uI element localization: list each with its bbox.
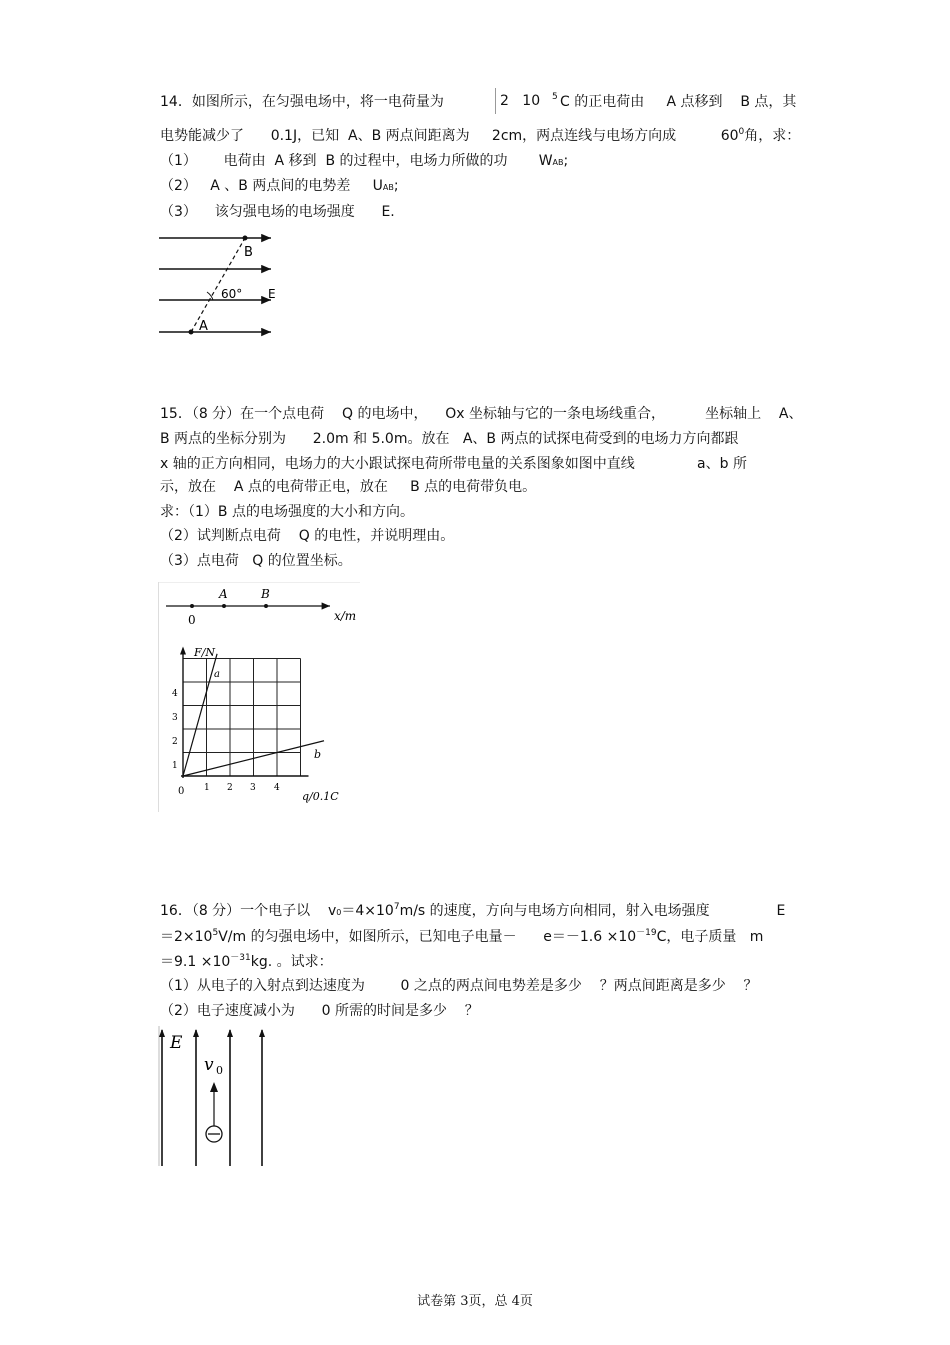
q14-line1 bbox=[160, 93, 444, 111]
y-axis-arrow bbox=[180, 647, 186, 655]
q16-text: ＝2×10 bbox=[160, 929, 213, 945]
ab-dashed-line bbox=[191, 238, 245, 332]
q14-text: C 的正电荷由 bbox=[560, 94, 645, 110]
label-a: A bbox=[199, 319, 208, 334]
q16-text: 7 bbox=[393, 902, 400, 912]
axis-b-label: B bbox=[261, 587, 270, 601]
q16-line5 bbox=[160, 1002, 479, 1020]
y-tick: 1 bbox=[172, 761, 178, 771]
q16-text: e＝－1.6 ×10 bbox=[543, 929, 637, 945]
y-tick: 4 bbox=[172, 689, 178, 699]
field-e-label: E bbox=[170, 1033, 183, 1053]
line-a-label: a bbox=[214, 669, 220, 680]
q14-text: AB bbox=[552, 158, 564, 167]
q14-charge-exp: 5 bbox=[552, 92, 558, 102]
point-a bbox=[189, 330, 194, 335]
q16-text: m bbox=[749, 929, 764, 945]
q15-text: Q 的电性，并说明理由。 bbox=[298, 528, 455, 544]
q14-text: W bbox=[538, 153, 553, 169]
q16-text: C，电子质量 bbox=[656, 929, 737, 945]
label-b: B bbox=[244, 245, 253, 260]
q14-text: A 、B 两点间的电势差 bbox=[210, 178, 351, 194]
q16-text: 5 bbox=[212, 928, 219, 938]
q16-text: ？ bbox=[743, 978, 758, 994]
q14-text: 该匀强电场的电场强度 bbox=[214, 204, 355, 220]
q14-text: B 点，其 bbox=[740, 94, 797, 110]
q14-text: 电势能减少了 bbox=[160, 128, 244, 144]
q14-text: （3） bbox=[160, 204, 197, 220]
q15-text: 15．（8 分）在一个点电荷 bbox=[160, 406, 325, 422]
q15-line1 bbox=[160, 405, 803, 423]
q16-text: 16．（8 分）一个电子以 bbox=[160, 903, 311, 919]
q15-text: （2）试判断点电荷 bbox=[160, 528, 281, 544]
x-unit-label: x/m bbox=[334, 609, 357, 623]
q16-text: （2）电子速度减小为 bbox=[160, 1003, 295, 1019]
q14-text: 14．如图所示，在匀强电场中，将一电荷量为 bbox=[160, 94, 444, 110]
q15-text: A、B 两点的试探电荷受到的电场力方向都跟 bbox=[462, 431, 739, 447]
x-tick: 0 bbox=[178, 786, 185, 797]
q14-text: （2） bbox=[160, 178, 197, 194]
q15-text: B 两点的坐标分别为 bbox=[160, 431, 287, 447]
q14-text: 角，求： bbox=[744, 128, 801, 144]
q14-text: ; bbox=[393, 178, 399, 194]
q14-text: 0 bbox=[738, 127, 745, 137]
q15-text: Q 的电场中， bbox=[341, 406, 428, 422]
f-q-chart bbox=[180, 647, 324, 779]
q15-text: x 轴的正方向相同，电场力的大小跟试探电荷所带电量的关系图象如图中直线 bbox=[160, 456, 635, 472]
q14-line4 bbox=[160, 177, 399, 197]
y-axis-label: F/N bbox=[194, 646, 215, 659]
angle-label: 60° bbox=[221, 287, 243, 301]
q15-text: （3）点电荷 bbox=[160, 553, 239, 569]
q14-text: ; bbox=[563, 153, 569, 169]
q14-text: AB bbox=[382, 183, 394, 192]
q16-figure bbox=[158, 1026, 272, 1166]
q14-text: U bbox=[372, 178, 383, 194]
q15-figure bbox=[158, 582, 360, 812]
line-a bbox=[183, 654, 217, 776]
q15-text: a、b 所 bbox=[697, 456, 747, 472]
q15-text: Ox 坐标轴与它的一条电场线重合， bbox=[445, 406, 666, 422]
q15-text: 2.0m 和 5.0m。放在 bbox=[312, 431, 450, 447]
q14-charge-coef: 2 bbox=[500, 93, 509, 109]
q14-text: A、B 两点间距离为 bbox=[348, 128, 470, 144]
q14-text: E. bbox=[381, 204, 395, 220]
velocity-label: v bbox=[204, 1055, 214, 1075]
q16-line3 bbox=[160, 953, 333, 971]
label-e: E bbox=[268, 287, 276, 301]
q14-text: （1） bbox=[160, 153, 197, 169]
q16-text: m/s 的速度，方向与电场方向相同，射入电场强度 bbox=[399, 903, 710, 919]
q16-text: v bbox=[327, 903, 337, 919]
x-tick: 3 bbox=[250, 783, 256, 793]
q14-line5 bbox=[160, 203, 395, 221]
y-tick: 3 bbox=[172, 713, 178, 723]
q15-text: Q 的位置坐标。 bbox=[252, 553, 352, 569]
q15-line2 bbox=[160, 430, 738, 448]
q15-line5: 求：（1）B 点的电场强度的大小和方向。 bbox=[160, 504, 414, 520]
q15-text: A 点的电荷带正电，放在 bbox=[233, 479, 388, 495]
velocity-sub: 0 bbox=[216, 1064, 223, 1077]
q16-line4 bbox=[160, 977, 758, 995]
q16-line1 bbox=[160, 902, 785, 922]
q16-line2 bbox=[160, 928, 763, 946]
q16-text: 0 bbox=[336, 908, 342, 917]
q16-text: E bbox=[776, 903, 786, 919]
point-b bbox=[264, 604, 268, 608]
q15-text: B 点的电荷带负电。 bbox=[410, 479, 537, 495]
axis-a-label: A bbox=[219, 587, 228, 601]
q15-line7 bbox=[160, 552, 352, 570]
q14-text: A 点移到 bbox=[666, 94, 723, 110]
q14-text: B 的过程中，电场力所做的功 bbox=[325, 153, 508, 169]
q16-text: －19 bbox=[636, 928, 657, 938]
q15-text: A、 bbox=[778, 406, 803, 422]
q16-text: （1）从电子的入射点到达速度为 bbox=[160, 978, 365, 994]
q15-line4 bbox=[160, 478, 536, 496]
x-tick: 2 bbox=[227, 783, 233, 793]
q14-line2 bbox=[160, 127, 800, 145]
x-tick: 1 bbox=[204, 783, 210, 793]
q14-text: 2cm，两点连线与电场方向成 bbox=[491, 128, 677, 144]
q16-text: 0 之点的两点间电势差是多少 bbox=[400, 978, 582, 994]
origin-point bbox=[190, 604, 194, 608]
q15-text: 坐标轴上 bbox=[705, 406, 762, 422]
q16-text: ＝9.1 ×10 bbox=[160, 954, 231, 970]
x-axis-label: q/0.1C bbox=[302, 790, 339, 803]
q14-charge-base: 10 bbox=[522, 93, 541, 109]
point-b bbox=[243, 236, 248, 241]
q15-line3 bbox=[160, 455, 747, 473]
q16-text: kg. 。试求： bbox=[250, 954, 333, 970]
q14-line3 bbox=[160, 152, 568, 172]
x-tick: 4 bbox=[274, 783, 280, 793]
q16-text: －31 bbox=[230, 953, 251, 963]
q16-text: ？ bbox=[464, 1003, 479, 1019]
q15-text: 示，放在 bbox=[160, 479, 216, 495]
q14-field-diagram bbox=[155, 230, 285, 342]
axis-origin-label: 0 bbox=[188, 613, 196, 627]
q14-line1b bbox=[560, 93, 796, 111]
q14-text: 60 bbox=[720, 128, 739, 144]
q16-text: ＝4×10 bbox=[341, 903, 394, 919]
q14-text: 电荷由 bbox=[223, 153, 266, 169]
q16-text: 0 所需的时间是多少 bbox=[321, 1003, 447, 1019]
q15-line6 bbox=[160, 527, 454, 545]
line-b-label: b bbox=[314, 748, 322, 761]
q14-text: A 移到 bbox=[274, 153, 317, 169]
q16-text: V/m 的匀强电场中，如图所示，已知电子电量－ bbox=[218, 929, 517, 945]
q14-text: 0.1J，已知 bbox=[270, 128, 340, 144]
q16-text: ？两点间距离是多少 bbox=[599, 978, 726, 994]
y-tick: 2 bbox=[172, 737, 178, 747]
point-a bbox=[222, 604, 226, 608]
page-footer: 试卷第 3页，总 4页 bbox=[417, 1294, 533, 1309]
q14-charge-box bbox=[495, 88, 540, 114]
